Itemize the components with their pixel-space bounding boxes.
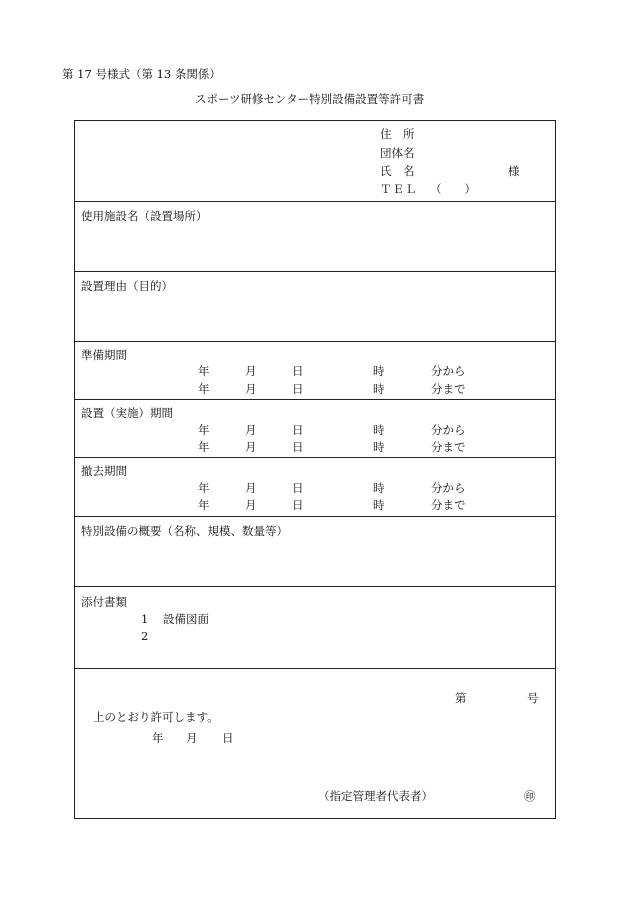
installation-start-row	[0, 423, 630, 437]
period-label-installation: 設置（実施）期間	[81, 406, 173, 420]
preparation-start-row	[0, 364, 630, 378]
month-unit: 月	[245, 481, 257, 495]
year-unit: 年	[198, 423, 210, 437]
minute-until-unit: 分まで	[431, 382, 466, 396]
month-unit: 月	[245, 423, 257, 437]
hour-unit: 時	[373, 382, 385, 396]
seal-icon: ㊞	[524, 789, 536, 803]
signatory-label: （指定管理者代表者）	[318, 789, 433, 803]
day-unit: 日	[292, 364, 304, 378]
year-unit: 年	[198, 382, 210, 396]
minute-from-unit: 分から	[431, 481, 466, 495]
minute-until-unit: 分まで	[431, 440, 466, 454]
day-unit: 日	[292, 498, 304, 512]
minute-from-unit: 分から	[431, 364, 466, 378]
removal-end-row	[0, 498, 630, 512]
approval-day-unit: 日	[222, 731, 234, 745]
hour-unit: 時	[373, 423, 385, 437]
preparation-end-row	[0, 382, 630, 396]
month-unit: 月	[245, 382, 257, 396]
hour-unit: 時	[373, 481, 385, 495]
overview-label: 特別設備の概要（名称、規模、数量等）	[81, 524, 288, 538]
day-unit: 日	[292, 423, 304, 437]
tel-parentheses: （ ）	[430, 182, 476, 196]
reason-label: 設置理由（目的）	[81, 279, 173, 293]
honorific: 様	[508, 164, 520, 178]
approval-statement: 上のとおり許可します。	[93, 710, 219, 724]
row-divider	[74, 341, 556, 342]
row-divider	[74, 668, 556, 669]
row-divider	[74, 201, 556, 202]
attachments-label: 添付書類	[81, 595, 127, 609]
group-name-label: 団体名	[380, 146, 415, 160]
attachment-name: 設備図面	[163, 612, 209, 626]
form-number: 第 17 号様式（第 13 条関係）	[62, 67, 221, 81]
facility-label: 使用施設名（設置場所）	[81, 209, 208, 223]
attachment-number: 2	[141, 629, 149, 643]
tel-label: ＴＥＬ	[380, 182, 418, 196]
month-unit: 月	[245, 364, 257, 378]
day-unit: 日	[292, 440, 304, 454]
day-unit: 日	[292, 382, 304, 396]
permit-number-suffix: 号	[527, 691, 539, 705]
period-label-preparation: 準備期間	[81, 348, 127, 362]
approval-year-unit: 年	[152, 731, 164, 745]
minute-from-unit: 分から	[431, 423, 466, 437]
hour-unit: 時	[373, 440, 385, 454]
day-unit: 日	[292, 481, 304, 495]
document-title: スポーツ研修センター特別設備設置等許可書	[195, 92, 425, 106]
hour-unit: 時	[373, 364, 385, 378]
row-divider	[74, 516, 556, 517]
address-label: 住 所	[380, 127, 415, 141]
period-label-removal: 撤去期間	[81, 464, 127, 478]
month-unit: 月	[245, 498, 257, 512]
removal-start-row	[0, 481, 630, 495]
minute-until-unit: 分まで	[431, 498, 466, 512]
applicant-name-label: 氏 名	[380, 164, 415, 178]
row-divider	[74, 271, 556, 272]
row-divider	[74, 586, 556, 587]
installation-end-row	[0, 440, 630, 454]
permit-number-prefix: 第	[455, 691, 467, 705]
month-unit: 月	[245, 440, 257, 454]
year-unit: 年	[198, 498, 210, 512]
row-divider	[74, 457, 556, 458]
row-divider	[74, 399, 556, 400]
year-unit: 年	[198, 481, 210, 495]
hour-unit: 時	[373, 498, 385, 512]
year-unit: 年	[198, 364, 210, 378]
year-unit: 年	[198, 440, 210, 454]
attachment-number: 1	[141, 612, 149, 626]
approval-month-unit: 月	[186, 731, 198, 745]
